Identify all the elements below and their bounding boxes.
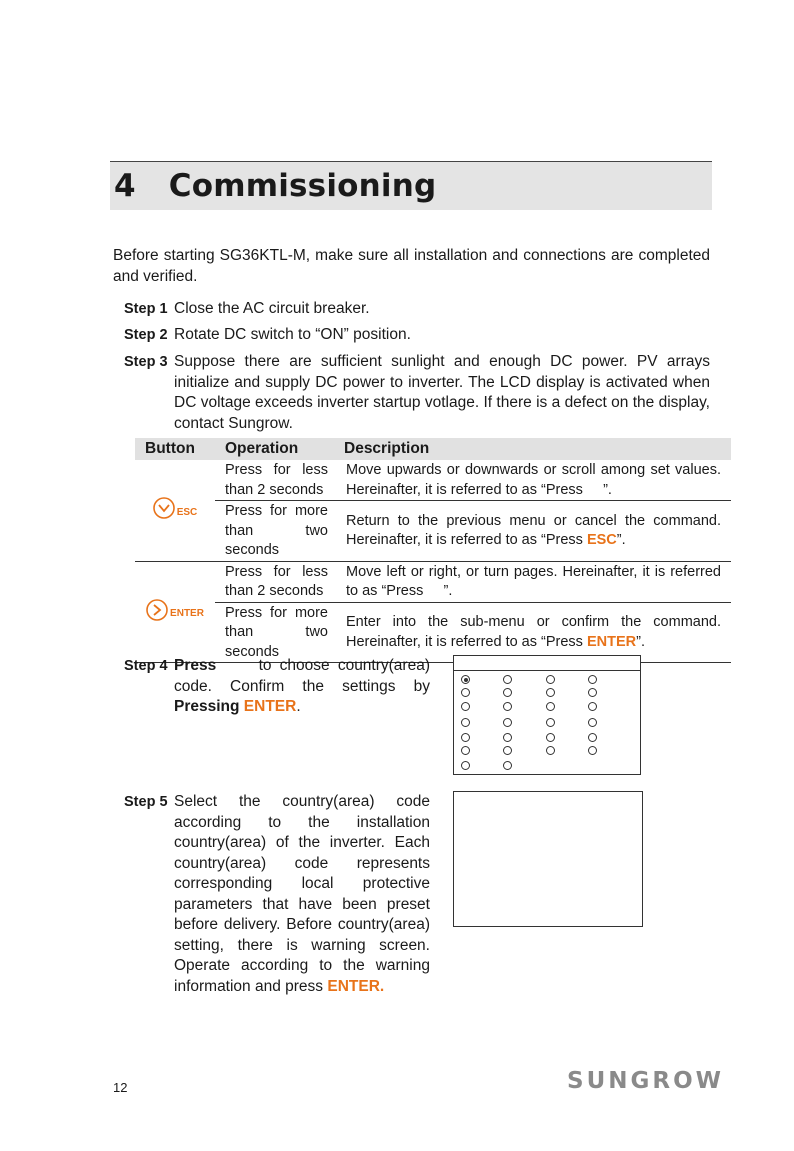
country-radio[interactable] bbox=[588, 718, 597, 727]
country-radio[interactable] bbox=[546, 702, 555, 711]
esc-key-ref: ESC bbox=[586, 532, 617, 549]
header-operation: Operation bbox=[215, 438, 334, 460]
intro-paragraph: Before starting SG36KTL-M, make sure all installation and connections are completed and verified. bbox=[113, 247, 710, 285]
page-number: 12 bbox=[113, 1080, 128, 1095]
description-tail: ”. bbox=[636, 633, 645, 650]
country-radio[interactable] bbox=[503, 746, 512, 755]
step4-tail: . bbox=[296, 698, 301, 715]
country-radio[interactable] bbox=[461, 718, 470, 727]
step5-body: Select the country(area) code according to the installation country(area) of the inverter. Each country(area) code represents corresponding local protective parameters that have been preset before delivery. Before country(area) setting, there is warning screen. Operate according to the warning information and press bbox=[174, 793, 430, 995]
description-text: Return to the previous menu or cancel the command. Hereinafter, it is referred to as “Press bbox=[346, 512, 721, 549]
country-radio[interactable] bbox=[588, 702, 597, 711]
header-description: Description bbox=[334, 438, 731, 460]
country-radio[interactable] bbox=[588, 675, 597, 684]
step-text: Close the AC circuit breaker. bbox=[174, 300, 370, 317]
header-button: Button bbox=[135, 438, 215, 460]
description-cell bbox=[334, 602, 731, 663]
country-radio[interactable] bbox=[461, 761, 470, 770]
country-radio[interactable] bbox=[461, 746, 470, 755]
step-text: Rotate DC switch to “ON” position. bbox=[174, 326, 411, 343]
country-radio[interactable] bbox=[503, 733, 512, 742]
table-row bbox=[135, 561, 731, 602]
step4-body: to choose country(area) code. Confirm the settings by bbox=[174, 657, 430, 695]
description-cell bbox=[334, 501, 731, 562]
country-radio[interactable] bbox=[503, 761, 512, 770]
screen-title-bar bbox=[454, 656, 640, 671]
country-radio[interactable] bbox=[588, 733, 597, 742]
enter-button-cell bbox=[135, 561, 215, 663]
esc-button-graphic bbox=[153, 495, 198, 523]
operation-cell: Press for less than 2 seconds bbox=[215, 460, 334, 501]
step-text: Suppose there are sufficient sunlight and enough DC power. PV arrays initialize and supply DC power to inverter. The LCD display is activated when DC voltage exceeds inverter startup votlage. If there is a defect on the display, contact Sungrow. bbox=[174, 353, 710, 432]
description-cell: Move left or right, or turn pages. Hereinafter, it is referred to as “Press ”. bbox=[334, 561, 731, 602]
country-radio[interactable] bbox=[503, 702, 512, 711]
country-radio[interactable] bbox=[503, 675, 512, 684]
esc-button-cell bbox=[135, 460, 215, 561]
warning-screen bbox=[453, 791, 643, 927]
pressing-word: Pressing bbox=[174, 698, 240, 715]
step-label: Step 2 bbox=[124, 327, 168, 343]
enter-label: ENTER bbox=[170, 608, 204, 620]
country-radio[interactable] bbox=[461, 688, 470, 697]
country-radio[interactable] bbox=[503, 718, 512, 727]
country-radio[interactable] bbox=[546, 733, 555, 742]
press-word: Press bbox=[174, 657, 217, 674]
table-row bbox=[135, 501, 731, 562]
country-radio[interactable] bbox=[461, 733, 470, 742]
description-cell: Move upwards or downwards or scroll among set values. Hereinafter, it is referred to as “Press ”. bbox=[334, 460, 731, 501]
country-radio[interactable] bbox=[546, 718, 555, 727]
step-label: Step 3 bbox=[124, 354, 168, 370]
country-code-screen bbox=[453, 655, 641, 775]
enter-key-ref: ENTER bbox=[586, 633, 637, 650]
chapter-header bbox=[110, 161, 712, 210]
operation-cell: Press for less than 2 seconds bbox=[215, 561, 334, 602]
step-label: Step 5 bbox=[124, 794, 168, 810]
country-radio[interactable] bbox=[461, 702, 470, 711]
step-text bbox=[174, 792, 430, 997]
country-radio[interactable] bbox=[546, 746, 555, 755]
step-label: Step 4 bbox=[124, 658, 168, 674]
step-text bbox=[174, 656, 430, 718]
country-radio[interactable] bbox=[461, 675, 470, 684]
table-row bbox=[135, 602, 731, 663]
country-radio[interactable] bbox=[546, 688, 555, 697]
button-table bbox=[135, 438, 731, 663]
operation-cell: Press for more than two seconds bbox=[215, 501, 334, 562]
country-radio[interactable] bbox=[503, 688, 512, 697]
sungrow-logo: SUNGROW bbox=[567, 1068, 725, 1094]
chevron-down-icon bbox=[153, 497, 175, 519]
table-header-row bbox=[135, 438, 731, 460]
operation-cell: Press for more than two seconds bbox=[215, 602, 334, 663]
description-text: Enter into the sub-menu or confirm the command. Hereinafter, it is referred to as “Press bbox=[346, 614, 721, 650]
table-row bbox=[135, 460, 731, 501]
chapter-title: 4 Commissioning bbox=[114, 168, 437, 204]
country-radio[interactable] bbox=[588, 746, 597, 755]
enter-key-ref: ENTER bbox=[243, 698, 297, 715]
step-label: Step 1 bbox=[124, 301, 168, 317]
esc-label: ESC bbox=[176, 506, 198, 518]
country-radio[interactable] bbox=[546, 675, 555, 684]
enter-button-graphic bbox=[146, 596, 204, 624]
enter-key-ref: ENTER. bbox=[327, 977, 385, 995]
chevron-right-icon bbox=[146, 599, 168, 621]
description-tail: ”. bbox=[616, 532, 626, 549]
country-radio[interactable] bbox=[588, 688, 597, 697]
